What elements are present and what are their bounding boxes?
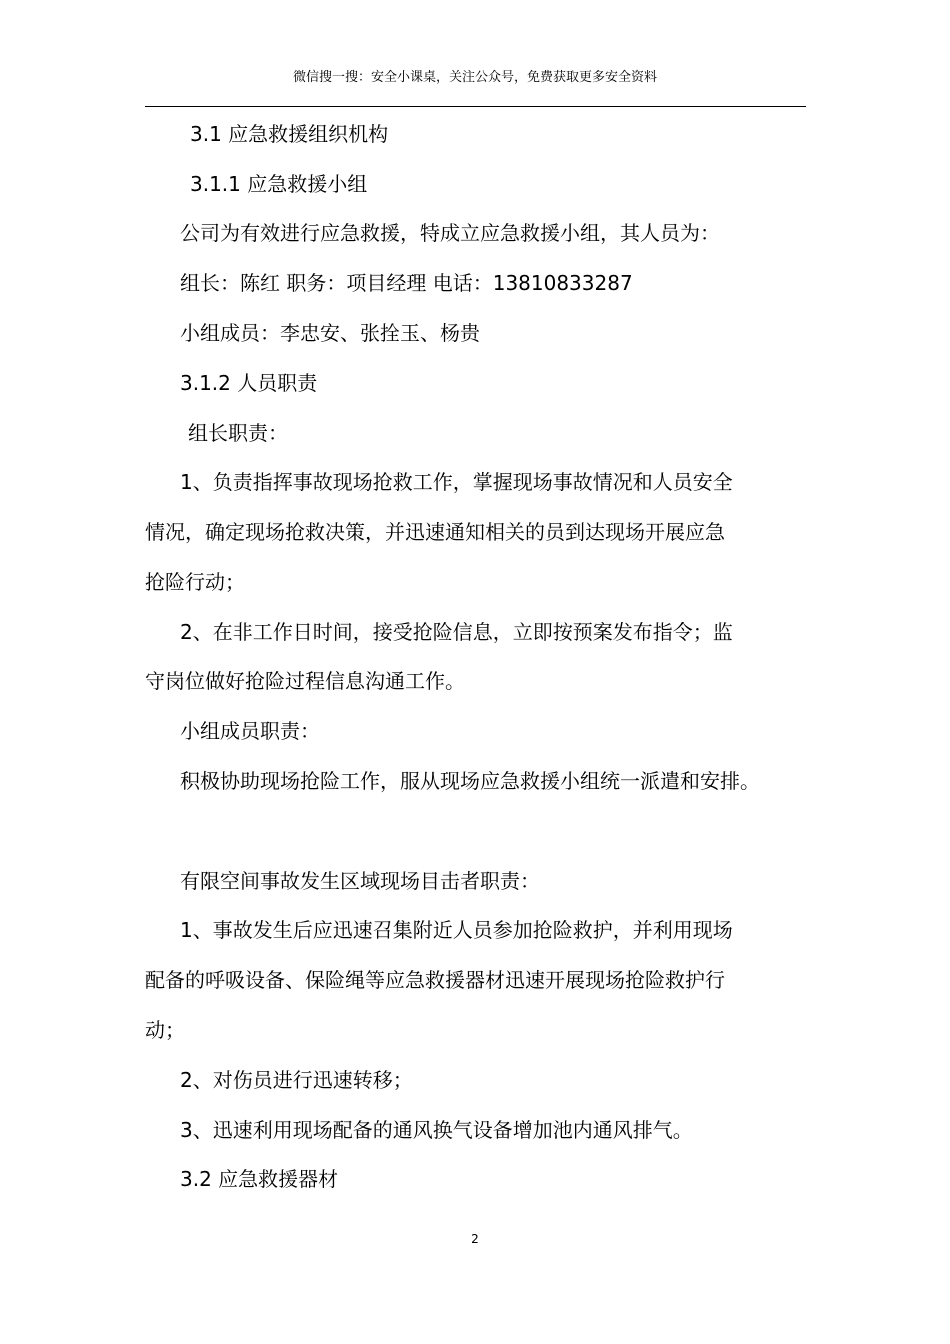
witness-duty-1-line-1: 1、事故发生后应迅速召集附近人员参加抢险救护，并利用现场 — [180, 918, 733, 942]
leader-duty-1-line-3: 抢险行动； — [145, 570, 245, 594]
paragraph-members: 小组成员：李忠安、张拴玉、杨贵 — [180, 321, 480, 345]
paragraph-intro: 公司为有效进行应急救援，特成立应急救援小组，其人员为： — [180, 221, 720, 245]
section-heading-3-2: 3.2 应急救援器材 — [180, 1167, 339, 1191]
subheading-witness-duties: 有限空间事故发生区域现场目击者职责： — [180, 869, 540, 893]
page-header: 微信搜一搜：安全小课桌，关注公众号，免费获取更多安全资料 — [292, 70, 657, 85]
witness-duty-1-line-2: 配备的呼吸设备、保险绳等应急救援器材迅速开展现场抢险救护行 — [145, 968, 725, 992]
page-number: 2 — [471, 1232, 479, 1246]
leader-duty-1-line-1: 1、负责指挥事故现场抢救工作，掌握现场事故情况和人员安全 — [180, 470, 733, 494]
header-divider — [145, 106, 806, 107]
section-heading-3-1-1: 3.1.1 应急救援小组 — [190, 172, 368, 196]
leader-duty-2-line-1: 2、在非工作日时间，接受抢险信息，立即按预案发布指令；监 — [180, 620, 733, 644]
witness-duty-1-line-3: 动； — [145, 1018, 185, 1042]
section-heading-3-1: 3.1 应急救援组织机构 — [190, 122, 389, 146]
witness-duty-3: 3、迅速利用现场配备的通风换气设备增加池内通风排气。 — [180, 1118, 693, 1142]
paragraph-leader: 组长：陈红 职务：项目经理 电话：13810833287 — [180, 271, 633, 295]
member-duty-text: 积极协助现场抢险工作，服从现场应急救援小组统一派遣和安排。 — [180, 769, 760, 793]
witness-duty-2: 2、对伤员进行迅速转移； — [180, 1068, 413, 1092]
leader-duty-1-line-2: 情况，确定现场抢救决策，并迅速通知相关的员到达现场开展应急 — [145, 520, 725, 544]
subheading-leader-duties: 组长职责： — [188, 421, 288, 445]
subheading-member-duties: 小组成员职责： — [180, 719, 320, 743]
section-heading-3-1-2: 3.1.2 人员职责 — [180, 371, 318, 395]
leader-duty-2-line-2: 守岗位做好抢险过程信息沟通工作。 — [145, 669, 465, 693]
